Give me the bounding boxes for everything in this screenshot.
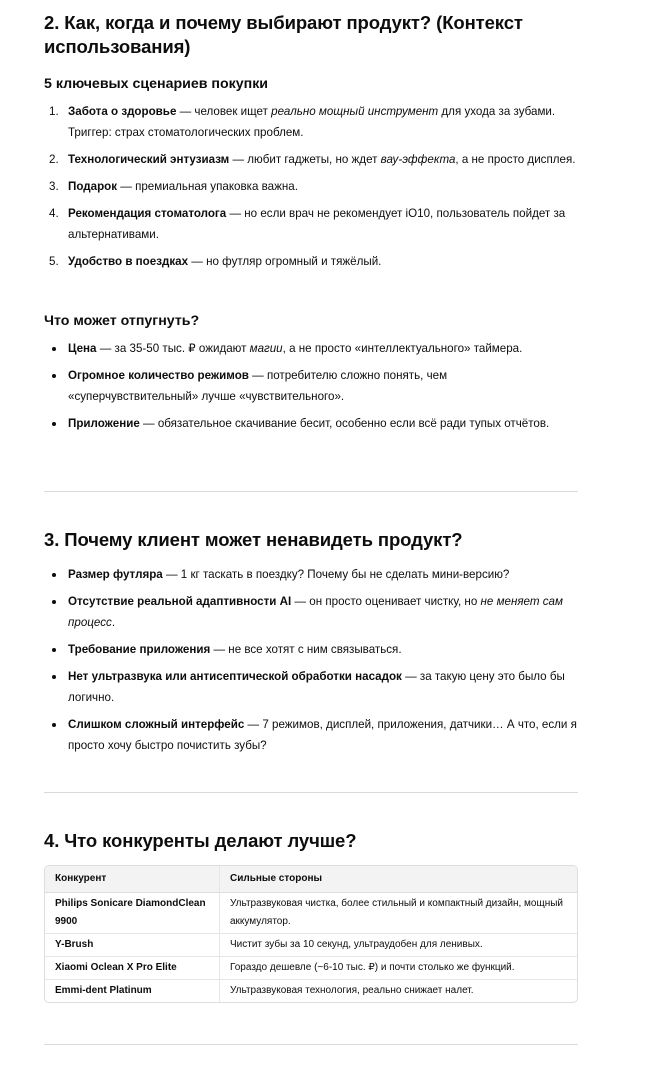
table-header-row [45, 866, 577, 893]
list-item: Отсутствие реальной адаптивности AI — он просто оценивает чистку, но не меняет сам процесс. [44, 591, 578, 633]
divider [44, 1044, 578, 1045]
list-item: Приложение — обязательное скачивание бесит, особенно если всё ради тупых отчётов. [44, 413, 578, 434]
scenarios-heading: 5 ключевых сценариев покупки [44, 76, 269, 92]
list-item: Требование приложения — не все хотят с ним связываться. [44, 639, 578, 660]
hate-list [44, 564, 578, 756]
competitor-name: Xiaomi Oclean X Pro Elite [45, 957, 220, 980]
competitor-name: Emmi-dent Platinum [45, 980, 220, 1002]
list-item: Нет ультразвука или антисептической обработки насадок — за такую цену это было бы логично. [44, 666, 578, 708]
divider [44, 792, 578, 793]
repel-heading: Что может отпугнуть? [44, 313, 200, 329]
list-item: Огромное количество режимов — потребителю сложно понять, чем «суперчувствительный» лучше «чувствительного». [44, 365, 578, 407]
competitor-strengths: Гораздо дешевле (~6-10 тыс. ₽) и почти столько же функций. [220, 957, 577, 980]
competitor-name: Philips Sonicare DiamondClean 9900 [45, 893, 220, 934]
table-row [45, 934, 577, 957]
divider [44, 491, 578, 492]
competitor-strengths: Чистит зубы за 10 секунд, ультраудобен для ленивых. [220, 934, 577, 957]
competitor-strengths: Ультразвуковая чистка, более стильный и компактный дизайн, мощный аккумулятор. [220, 893, 577, 934]
table-row [45, 980, 577, 1002]
competitor-strengths: Ультразвуковая технология, реально снижает налет. [230, 985, 474, 996]
list-item: 3. Подарок — премиальная упаковка важна. [49, 180, 298, 193]
scenarios-list [44, 101, 578, 272]
list-item: 5. Удобство в поездках — но футляр огромный и тяжёлый. [49, 255, 382, 268]
competitor-name: Y-Brush [45, 934, 220, 957]
section-3-title: 3. Почему клиент может ненавидеть продукт? [44, 529, 463, 550]
column-header: Сильные стороны [220, 866, 577, 893]
column-header: Конкурент [45, 866, 220, 893]
repel-list [44, 338, 578, 434]
list-item: Слишком сложный интерфейс — 7 режимов, дисплей, приложения, датчики… А что, если я просто хочу быстро почистить зубы? [44, 714, 578, 756]
table-row [45, 893, 577, 934]
section-4-title: 4. Что конкуренты делают лучше? [44, 830, 357, 851]
list-item: Размер футляра — 1 кг таскать в поездку? Почему бы не сделать мини-версию? [44, 564, 578, 585]
list-item: Цена — за 35-50 тыс. ₽ ожидают магии, а не просто «интеллектуального» таймера. [44, 338, 578, 359]
competitors-table [44, 865, 578, 1003]
table-row [45, 957, 577, 980]
list-item: 4. Рекомендация стоматолога — но если врач не рекомендует iO10, пользователь пойдет за альтернативами. [49, 207, 566, 241]
list-item: 2. Технологический энтузиазм — любит гаджеты, но ждет вау-эффекта, а не просто дисплея. [49, 153, 576, 166]
list-item: 1. Забота о здоровье — человек ищет реально мощный инструмент для ухода за зубами. Триггер: страх стоматологических проблем. [49, 105, 556, 139]
section-2-title: 2. Как, когда и почему выбирают продукт? (Контекст использования) [44, 12, 523, 57]
